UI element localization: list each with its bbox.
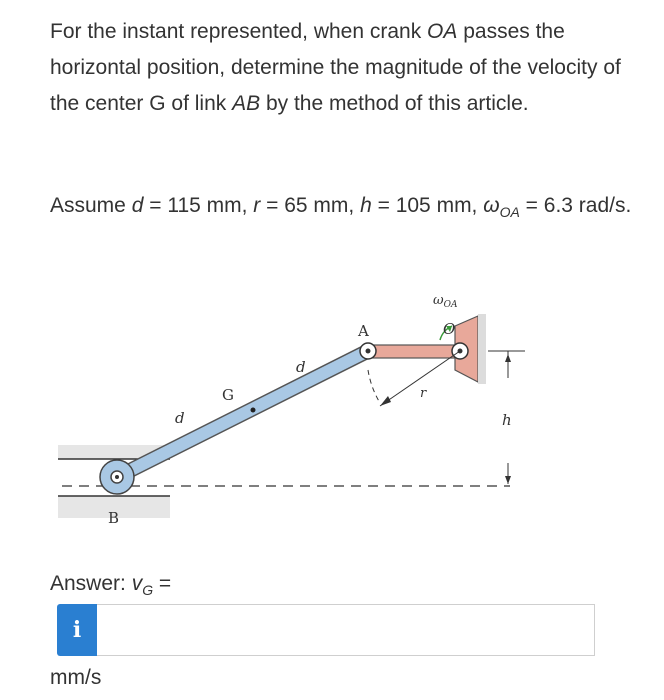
label-a: A [358,322,369,340]
question-text: For the instant represented, when crank OA passes the horizontal position, determine the magnitude of the velocity of the center G of link AB by the method of this article. [50,20,621,115]
label-g: G [222,386,234,404]
answer-row [57,604,595,658]
answer-unit: mm/s [50,666,102,689]
given-values: Assume d = 115 mm, r = 65 mm, h = 105 mm, $\omega_{OA} = 6.3$ rad/s. [50,194,632,221]
info-icon[interactable]: i [57,604,97,656]
crank-circle-arc [368,370,380,403]
answer-label: Answer: $v_G$ = [50,572,172,599]
label-omega-oa: $\omega_{OA}$ [433,293,458,310]
label-b: B [108,509,120,527]
answer-input[interactable] [97,604,595,656]
mechanism-figure [50,288,540,538]
label-o: O [443,320,456,338]
crank-oa [368,345,462,358]
label-r: r [420,386,427,401]
label-d-low: d [175,409,185,427]
center-g-dot [251,408,256,413]
label-h: h [502,411,512,429]
label-d-top: d [296,358,306,376]
